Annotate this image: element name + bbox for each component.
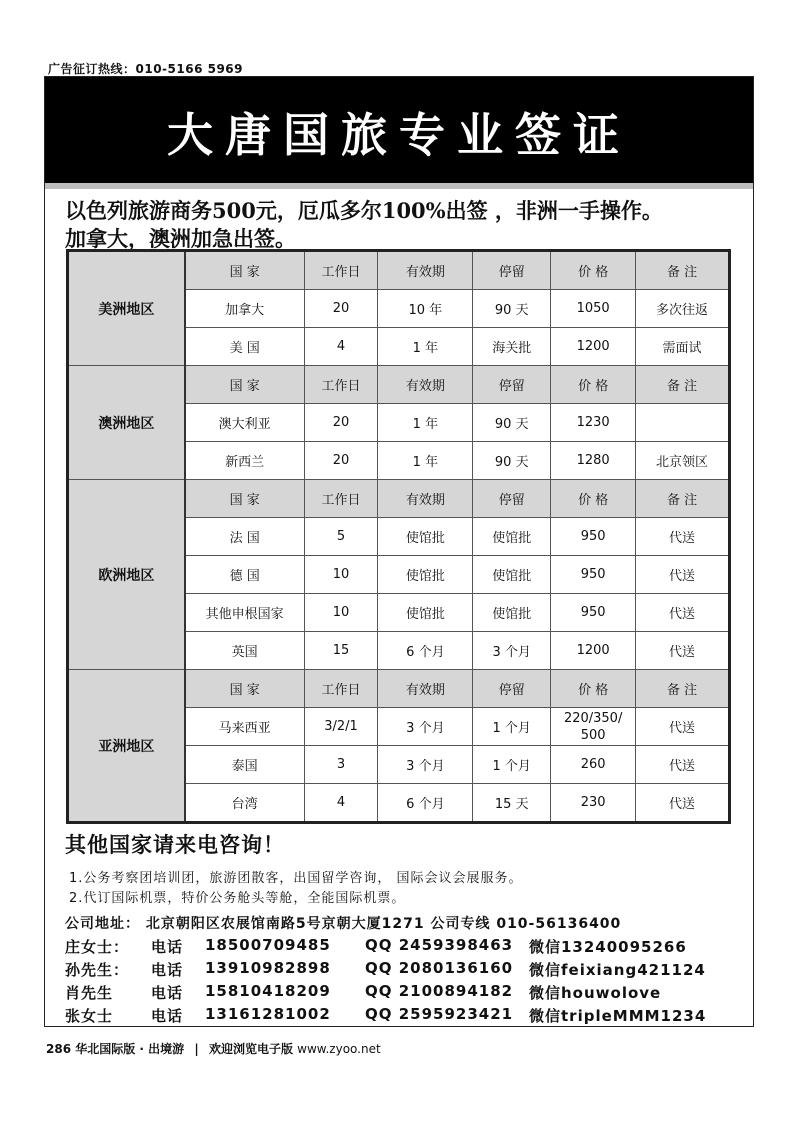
column-header: 价 格 [551,251,636,290]
wechat-id: 微信tripleMMM1234 [529,1007,707,1025]
table-cell: 1200 [551,632,636,670]
table-cell: 北京领区 [636,442,730,480]
company-address: 公司地址： 北京朝阳区农展馆南路5号京朝大厦1271 公司专线 010-56136400 [65,916,622,932]
visa-price-table [66,249,731,824]
qq-number: QQ 2100894182 [365,982,514,1000]
phone-number: 18500709485 [205,936,331,954]
table-cell: 3 个月 [378,746,473,784]
footer-slogan: 欢迎浏览电子版 [208,1042,293,1056]
table-cell: 法 国 [185,518,304,556]
table-cell: 4 [304,328,378,366]
table-cell: 英国 [185,632,304,670]
column-header: 有效期 [378,251,473,290]
phone-label: 电话 [151,938,184,956]
table-cell: 20 [304,290,378,328]
page-number: 286 [46,1042,72,1056]
table-cell: 代送 [636,632,730,670]
page-footer [46,1040,381,1057]
region-label: 澳洲地区 [68,366,185,480]
table-cell: 260 [551,746,636,784]
table-cell: 使馆批 [378,594,473,632]
table-cell: 3 个月 [473,632,551,670]
qq-number: QQ 2459398463 [365,936,514,954]
table-cell: 10 [304,594,378,632]
table-cell: 90 天 [473,290,551,328]
column-header: 停留 [473,251,551,290]
qq-number: QQ 2080136160 [365,959,514,977]
table-cell: 950 [551,556,636,594]
column-header: 价 格 [551,480,636,518]
service-line-2: 2.代订国际机票，特价公务舱头等舱，全能国际机票。 [69,891,406,906]
table-cell: 3/2/1 [304,708,378,746]
phone-label: 电话 [151,984,184,1002]
table-cell: 3 [304,746,378,784]
table-cell: 代送 [636,708,730,746]
column-header: 备 注 [636,366,730,404]
column-header: 工作日 [304,480,378,518]
table-cell: 10 年 [378,290,473,328]
table-cell: 950 [551,518,636,556]
table-cell: 1050 [551,290,636,328]
table-cell: 1 年 [378,328,473,366]
column-header: 国 家 [185,480,304,518]
consult-heading: 其他国家请来电咨询！ [65,832,285,857]
headline-line-1: 以色列旅游商务500元，厄瓜多尔100%出签 ，非洲一手操作。 [65,198,663,223]
service-line-1: 1.公务考察团培训团，旅游团散客，出国留学咨询， 国际会议会展服务。 [69,871,523,886]
table-cell: 4 [304,784,378,823]
headline [65,197,755,253]
contact-name: 肖先生 [65,984,114,1002]
table-cell: 使馆批 [473,518,551,556]
table-cell: 1 个月 [473,708,551,746]
table-header-row [68,480,730,518]
table-cell: 使馆批 [378,556,473,594]
table-cell: 代送 [636,518,730,556]
table-cell: 20 [304,442,378,480]
phone-label: 电话 [151,1007,184,1025]
table-cell: 代送 [636,556,730,594]
table-cell: 加拿大 [185,290,304,328]
qq-number: QQ 2595923421 [365,1005,514,1023]
table-cell: 使馆批 [473,556,551,594]
column-header: 国 家 [185,670,304,708]
wechat-id: 微信houwolove [529,984,662,1002]
page-title: 大唐国旅专业签证 [167,108,631,162]
column-header: 有效期 [378,366,473,404]
table-cell: 1 年 [378,404,473,442]
table-cell: 多次往返 [636,290,730,328]
table-cell: 90 天 [473,404,551,442]
table-cell: 德 国 [185,556,304,594]
column-header: 价 格 [551,670,636,708]
column-header: 工作日 [304,366,378,404]
table-cell: 台湾 [185,784,304,823]
table-cell: 1230 [551,404,636,442]
table-cell [636,404,730,442]
column-header: 国 家 [185,251,304,290]
table-cell-text: 220/350/ 500 [563,710,623,743]
column-header: 有效期 [378,480,473,518]
table-cell: 15 天 [473,784,551,823]
website-link[interactable]: www.zyoo.net [297,1042,381,1056]
table-header-row [68,670,730,708]
table-cell: 新西兰 [185,442,304,480]
table-cell: 使馆批 [378,518,473,556]
table-cell: 5 [304,518,378,556]
column-header: 国 家 [185,366,304,404]
table-cell: 6 个月 [378,632,473,670]
column-header: 停留 [473,366,551,404]
phone-number: 13161281002 [205,1005,331,1023]
table-cell: 泰国 [185,746,304,784]
column-header: 停留 [473,480,551,518]
column-header: 停留 [473,670,551,708]
table-cell: 代送 [636,594,730,632]
table-cell: 海关批 [473,328,551,366]
region-label: 欧洲地区 [68,480,185,670]
column-header: 备 注 [636,251,730,290]
column-header: 备 注 [636,480,730,518]
table-cell: 90 天 [473,442,551,480]
table-cell: 马来西亚 [185,708,304,746]
column-header: 有效期 [378,670,473,708]
table-cell: 230 [551,784,636,823]
region-label: 美洲地区 [68,251,185,366]
wechat-id: 微信13240095266 [529,938,687,956]
table-cell: 其他申根国家 [185,594,304,632]
publication-name: 华北国际版 · 出境游 [75,1042,185,1056]
table-cell: 1 个月 [473,746,551,784]
table-cell: 3 个月 [378,708,473,746]
table-header-row [68,366,730,404]
ad-frame [44,76,754,1027]
table-cell: 1 年 [378,442,473,480]
title-banner [45,77,753,189]
table-cell: 美 国 [185,328,304,366]
table-cell: 6 个月 [378,784,473,823]
phone-label: 电话 [151,961,184,979]
table-cell: 950 [551,594,636,632]
table-cell: 澳大利亚 [185,404,304,442]
headline-line-2: 加拿大，澳洲加急出签。 [65,226,296,251]
table-cell: 使馆批 [473,594,551,632]
wechat-id: 微信feixiang421124 [529,961,706,979]
footer-divider: | [194,1042,199,1056]
table-cell: 1200 [551,328,636,366]
region-label: 亚洲地区 [68,670,185,823]
contact-name: 庄女士： [65,938,130,956]
table-cell: 代送 [636,784,730,823]
table-cell: 10 [304,556,378,594]
column-header: 备 注 [636,670,730,708]
table-cell: 15 [304,632,378,670]
table-cell: 代送 [636,746,730,784]
table-cell: 20 [304,404,378,442]
phone-number: 13910982898 [205,959,331,977]
table-header-row [68,251,730,290]
column-header: 工作日 [304,670,378,708]
table-cell: 1280 [551,442,636,480]
phone-number: 15810418209 [205,982,331,1000]
column-header: 工作日 [304,251,378,290]
contact-name: 张女士 [65,1007,114,1025]
ad-hotline: 广告征订热线：010-5166 5969 [48,62,244,76]
table-cell: 需面试 [636,328,730,366]
column-header: 价 格 [551,366,636,404]
table-cell [551,708,636,746]
contact-name: 孙先生： [65,961,130,979]
